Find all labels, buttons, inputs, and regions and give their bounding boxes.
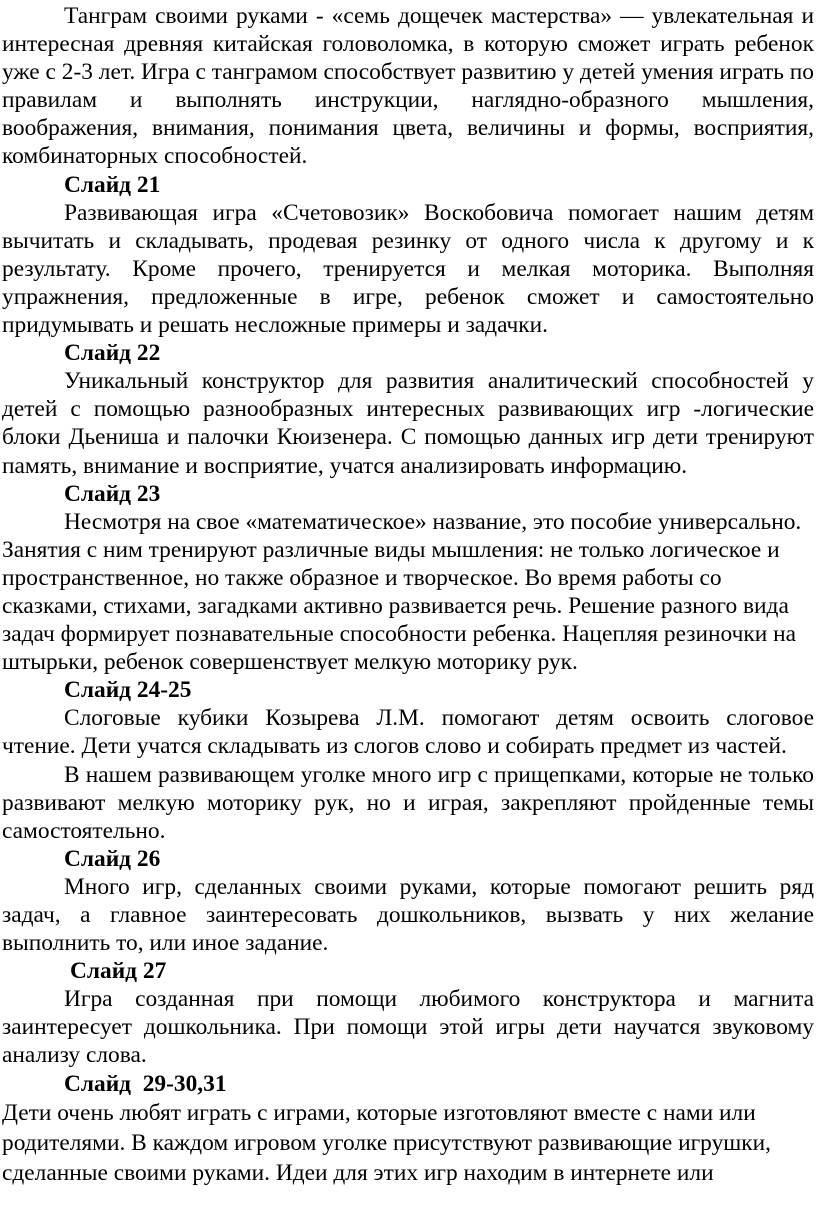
paragraph-slide-23: Несмотря на свое «математическое» название, это пособие универсально. Занятия с ним тренируют различные виды мышления: не только логическое и пространственное, но также образное и творческое. Во время работы со сказками, стихами, загадками активно развивается речь. Решение разного вида задач формирует познавательные способности ребенка. Нацепляя резиночки на штырьки, ребенок совершенствует мелкую моторику рук. (2, 508, 802, 676)
heading-slide-21: Слайд 21 (64, 171, 161, 198)
paragraph-tangram: Танграм своими руками - «семь дощечек мастерства» — увлекательная и интересная древняя китайская головоломка, в которую сможет играть ребенок уже с 2-3 лет. Игра с танграмом способствует развитию у детей умения играть по правилам и выполнять инструкции, наглядно-образного мышления, воображения, внимания, понимания цвета, величины и формы, восприятия, комбинаторных способностей. (2, 3, 814, 170)
paragraph-slide-26: Много игр, сделанных своими руками, которые помогают решить ряд задач, а главное заинтересовать дошкольников, вызвать у них желание выполнить то, или иное задание. (2, 873, 814, 957)
paragraph-slide-24-25-cubes: Слоговые кубики Козырева Л.М. помогают детям освоить слоговое чтение. Дети учатся складывать из слогов слово и собирать предмет из частей. (2, 705, 814, 760)
paragraph-slide-22: Уникальный конструктор для развития аналитический способностей у детей с помощью разнообразных интересных развивающих игр -логические блоки Дьениша и палочки Кюизенера. С помощью данных игр дети тренируют память, внимание и восприятие, учатся анализировать информацию. (2, 368, 814, 479)
paragraph-slide-21: Развивающая игра «Счетовозик» Воскобовича помогает нашим детям вычитать и складывать, продевая резинку от одного числа к другому и к результату. Кроме прочего, тренируется и мелкая моторика. Выполняя упражнения, предложенные в игре, ребенок сможет и самостоятельно придумывать и решать несложные примеры и задачки. (2, 199, 814, 339)
heading-slide-22: Слайд 22 (64, 340, 161, 367)
paragraph-slide-29-31: Дети очень любят играть с играми, которые изготовляют вместе с нами или родителями. В каждом игровом уголке присутствуют развивающие игрушки, сделанные своими руками. Идеи для этих игр находим в интернете или (2, 1099, 771, 1186)
heading-slide-29-31: Слайд 29-30,31 (64, 1070, 227, 1097)
heading-slide-24-25: Слайд 24-25 (64, 677, 192, 704)
paragraph-slide-24-25-clothespins: В нашем развивающем уголке много игр с прищепками, которые не только развивают мелкую моторику рук, но и играя, закрепляют пройденные темы самостоятельно. (2, 761, 814, 844)
paragraph-slide-27: Игра созданная при помощи любимого конструктора и магнита заинтересует дошкольника. При помощи этой игры дети научатся звуковому анализу слова. (2, 986, 814, 1069)
heading-slide-23: Слайд 23 (64, 480, 161, 507)
heading-slide-26: Слайд 26 (64, 845, 161, 872)
heading-slide-27: Слайд 27 (70, 958, 167, 985)
